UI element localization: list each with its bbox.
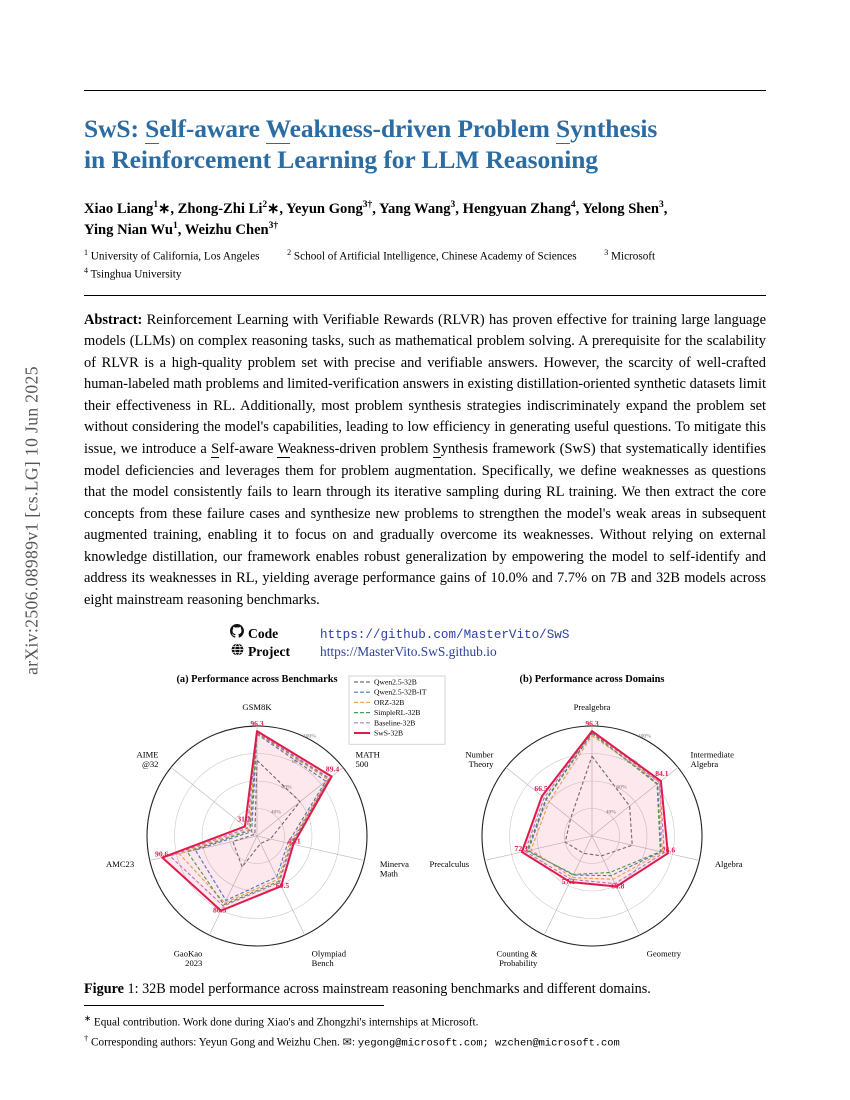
radar-chart (430, 674, 743, 968)
radar-rtick-label: 100% (637, 733, 651, 740)
code-link-url[interactable]: https://github.com/MasterVito/SwS (320, 628, 570, 643)
figure-caption-text: : 32B model performance across mainstream reasoning benchmarks and different domains. (134, 981, 651, 998)
radar-rtick-label: 40% (270, 809, 281, 816)
abstract-ul-s: S (211, 441, 220, 457)
affil-sup-4: 4 (84, 266, 88, 276)
radar-category-label: Theory (468, 759, 494, 770)
radar-rtick-label: 100% (302, 733, 316, 740)
project-link-url[interactable]: https://MasterVito.SwS.github.io (320, 644, 497, 660)
legend-label: Qwen2.5-32B-IT (374, 687, 427, 697)
affiliation-row-2 (84, 265, 766, 284)
radar-charts-container (84, 664, 766, 974)
radar-category-label: Bench (311, 958, 334, 969)
radar-rtick-label: 60% (281, 784, 292, 791)
legend-label: Baseline-32B (374, 718, 416, 728)
radar-category-label: GaoKao (173, 948, 203, 959)
radar-category-label: AMC23 (105, 859, 135, 870)
radar-value-label: 31.2 (237, 814, 251, 824)
authors (84, 199, 766, 241)
radar-value-label: 80.3 (212, 905, 227, 915)
abstract-label: Abstract: (84, 311, 143, 328)
figure-caption (84, 980, 766, 1000)
title-frag-elfaware: elf-aware (159, 114, 266, 143)
radar-category-label: Math (379, 868, 398, 879)
affil-sup-2: 2 (287, 247, 292, 257)
abstract-ul-w: W (277, 441, 290, 457)
radar-category-label: Algebra (690, 759, 719, 770)
figure-caption-label: Figure (84, 981, 124, 998)
title-line-2: in Reinforcement Learning for LLM Reasoning (84, 145, 598, 175)
radar-category-label: 500 (355, 759, 369, 770)
footnotes (84, 1012, 766, 1052)
radar-rtick-label: 40% (605, 809, 616, 816)
radar-area-fill (522, 731, 668, 886)
abstract-rule (84, 295, 766, 296)
affil-sup-1: 1 (84, 247, 88, 257)
github-icon (226, 624, 248, 642)
title-frag-ynthesis: ynthesis (570, 114, 658, 143)
radar-category-label: Precalculus (429, 859, 470, 870)
title-frag-eakness: eakness-driven Problem (289, 114, 557, 143)
affil-name-2: School of Artificial Intelligence, Chinese Academy of Sciences (293, 250, 577, 263)
radar-value-label: 47.1 (287, 836, 301, 846)
radar-category-label: Intermediate (690, 749, 734, 760)
radar-value-label: 60.5 (275, 881, 290, 891)
radar-category-label: Prealgebra (573, 702, 611, 713)
footnote-2-text: Corresponding authors: Yeyun Gong and Weizhu Chen. ✉: (91, 1036, 358, 1049)
affiliation-row-1 (84, 247, 766, 266)
radar-category-label: Number (465, 749, 494, 760)
chart-legend (349, 676, 445, 744)
affil-name-4: Tsinghua University (90, 268, 182, 281)
footnote-2-emails[interactable]: yegong@microsoft.com; wzchen@microsoft.com (357, 1037, 620, 1050)
legend-label: SwS-32B (374, 728, 404, 738)
radar-value-label: 96.3 (585, 719, 599, 729)
footnote-1-marker: ∗ (84, 1013, 92, 1023)
radar-value-label: 96.3 (250, 719, 264, 729)
radar-category-label: Algebra (714, 859, 743, 870)
code-link-label: Code (248, 626, 279, 642)
radar-value-label: 76.6 (661, 845, 676, 855)
arxiv-stamp: arXiv:2506.08989v1 [cs.LG] 10 Jun 2025 (21, 366, 42, 675)
authors-line-2: Ying Nian Wu$^1$, Weizhu Chen$^{3\dagger}$ (84, 221, 279, 239)
authors-line-1: Xiao Liang$^1$∗, Zhong-Zhi Li$^2$∗, Yeyun Gong$^{3\dagger}$, Yang Wang$^3$, Hengyuan Zhang$^4$, Yelong Shen$^3$, (84, 200, 668, 218)
title-frag-sws: SwS: (84, 114, 146, 143)
radar-category-label: Counting & (496, 948, 538, 959)
title-line-1 (84, 114, 657, 144)
radar-value-label: 60.8 (611, 881, 625, 891)
content-column (84, 0, 766, 1000)
top-rule (84, 90, 766, 91)
resource-links (84, 624, 766, 660)
footnote-rule (84, 1005, 384, 1006)
radar-value-label: 84.1 (655, 769, 669, 779)
radar-value-label: 57.1 (561, 877, 576, 887)
abstract-ul-s2: S (432, 441, 441, 457)
radar-rtick-label: 80% (292, 759, 303, 766)
globe-icon (226, 643, 248, 660)
title-frag-w: W (265, 114, 290, 143)
radar-category-label: GSM8K (242, 702, 272, 713)
footnote-1 (84, 1012, 766, 1032)
affiliations (84, 247, 766, 284)
abstract (84, 310, 766, 611)
legend-label: SimpleRL-32B (374, 708, 421, 718)
footnote-2-marker: † (84, 1033, 89, 1044)
affil-sup-3: 3 (604, 247, 609, 257)
radar-chart-title: (a) Performance across Benchmarks (176, 674, 338, 686)
figure-caption-number: 1 (123, 981, 135, 998)
affil-name-1: University of California, Los Angeles (90, 250, 260, 263)
radar-chart-title: (b) Performance across Domains (519, 674, 665, 686)
radar-value-label: 90.6 (155, 849, 169, 859)
radar-category-label: Olympiad (311, 948, 347, 959)
radar-charts-svg (84, 664, 766, 974)
abstract-part-2: ynthesis framework (SwS) that systematically identifies model deficiencies and leverages them for problem augmentation. Specifically, we define weaknesses as questions that the model consistently fails to learn through its iterative sampling during RL training. We then extract the core concepts from these failure cases and synthesize new problems to strengthen the model's weak areas in subsequent augmented training, enabling it to focus on and gradually overcome its weaknesses. Without relying on external knowledge distillation, our framework enables robust generalization by empowering the model to self-identify and address its weaknesses in RL, yielding average performance gains of 10.0% and 7.7% on 7B and 32B models across eight mainstream reasoning benchmarks. (84, 441, 767, 608)
affil-name-3: Microsoft (611, 250, 656, 263)
footnote-1-text: Equal contribution. Work done during Xiao's and Zhongzhi's internships at Microsoft. (93, 1016, 479, 1029)
legend-label: ORZ-32B (374, 698, 405, 708)
radar-rtick-label: 60% (616, 784, 627, 791)
title-frag-y: S (556, 114, 571, 143)
abstract-t1: elf-aware (219, 441, 278, 457)
radar-rtick-label: 80% (627, 759, 638, 766)
radar-category-label: @32 (141, 759, 159, 770)
radar-category-label: Minerva (379, 859, 409, 870)
code-link-row[interactable] (226, 624, 569, 642)
project-link-label: Project (248, 644, 291, 660)
abstract-t2: eakness-driven problem (289, 441, 433, 457)
radar-category-label: Geometry (646, 948, 682, 959)
abstract-part-1: Reinforcement Learning with Verifiable Rewards (RLVR) has proven effective for training large language models (LLMs) on complex reasoning tasks, such as mathematical problem solving. A prerequisite for the scalability of RLVR is a high-quality problem set with precise and verifiable answers. However, the scarcity of well-crafted human-labeled math problems and limited-verification answers in existing distillation-oriented synthetic datasets limit their effectiveness in RL. Additionally, most problem synthesis strategies indiscriminately expand the problem set without considering the model's capabilities, leading to low efficiency in generating useful questions. To mitigate this issue, we introduce a (84, 311, 766, 457)
radar-value-label: 66.5 (534, 784, 548, 794)
radar-value-label: 72.3 (514, 844, 528, 854)
radar-category-label: MATH (355, 749, 380, 760)
radar-value-label: 89.4 (325, 764, 340, 774)
title-frag-s: S (145, 114, 160, 143)
footnote-2 (84, 1032, 766, 1052)
project-link-row[interactable] (226, 643, 497, 660)
page-title (84, 113, 766, 175)
radar-category-label: AIME (136, 749, 159, 760)
legend-label: Qwen2.5-32B (374, 677, 417, 687)
figure-1 (84, 664, 766, 974)
radar-category-label: Probability (499, 958, 538, 969)
radar-category-label: 2023 (185, 958, 203, 969)
